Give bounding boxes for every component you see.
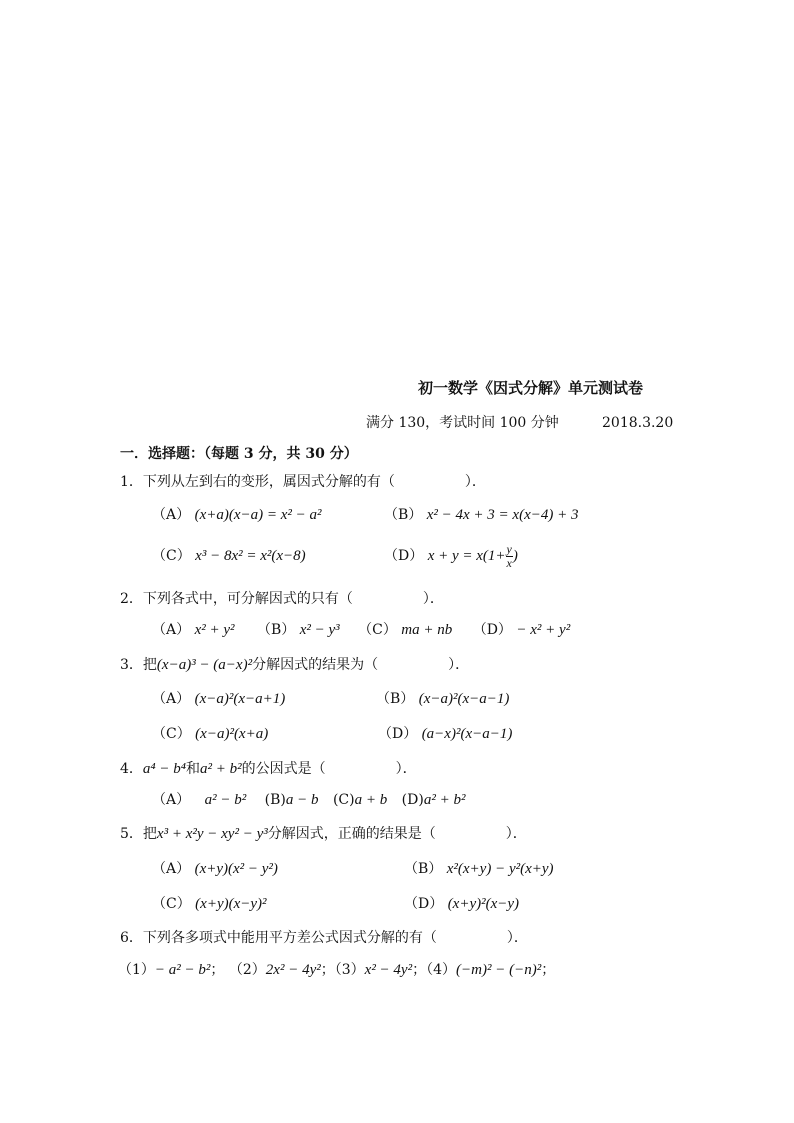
q3-a-label: （A）	[152, 691, 191, 707]
q5-a-label: （A）	[152, 861, 191, 877]
q5-d-label: （D）	[404, 896, 444, 912]
q5-b-label: （B）	[404, 861, 443, 877]
page-title: 初一数学《因式分解》单元测试卷	[418, 379, 644, 397]
q1-option-b	[384, 505, 578, 525]
q4-c-expr: a + b	[354, 792, 388, 808]
q4-b-label: (B)	[264, 792, 286, 808]
q2-d-label: （D）	[472, 622, 512, 638]
q5-a-expr: (x+y)(x² − y²)	[194, 861, 278, 877]
q6-item1-label: （1）	[118, 962, 155, 978]
q4-stem-post: 的公因式是（ ）．	[241, 761, 417, 777]
q2-stem: 2．下列各式中，可分解因式的只有（ ）．	[120, 591, 444, 607]
q3-option-a	[152, 689, 285, 709]
q4-d-expr: a² + b²	[423, 792, 466, 808]
q3-c-expr: (x−a)²(x+a)	[195, 726, 269, 742]
q1-option-c	[152, 546, 306, 566]
q1-a-expr: (x+a)(x−a) = x² − a²	[194, 507, 322, 523]
q5-stem-post: 分解因式，正确的结果是（ ）．	[267, 826, 527, 842]
q1-b-expr: x² − 4x + 3 = x(x−4) + 3	[426, 507, 579, 523]
q1-d-expr-pre: x + y = x(1+	[427, 548, 506, 564]
q6-sep1: ；	[210, 962, 225, 978]
q3-d-expr: (a−x)²(x−a−1)	[421, 726, 513, 742]
q2-a-label: （A）	[152, 622, 191, 638]
q1-c-expr: x³ − 8x² = x²(x−8)	[195, 548, 306, 564]
q3-stem	[120, 655, 469, 675]
q6-item4-label: （4）	[426, 962, 457, 978]
q4-stem	[120, 759, 417, 779]
q5-c-expr: (x+y)(x−y)²	[195, 896, 267, 912]
q2-b-label: （B）	[256, 622, 296, 638]
q1-d-expr-post: )	[512, 548, 518, 564]
section-heading: 一．选择题：（每题 3 分，共 30 分）	[120, 446, 358, 462]
q3-option-c	[152, 724, 268, 744]
q4-stem-expr1: a⁴ − b⁴	[142, 761, 186, 777]
q4-a-expr: a² − b²	[204, 792, 247, 808]
q1-stem: 1．下列从左到右的变形，属因式分解的有（ ）．	[120, 474, 486, 490]
q2-c-expr: ma + nb	[401, 622, 453, 638]
q5-option-b	[404, 859, 554, 879]
q2-c-label: （C）	[358, 622, 397, 638]
q1-d-numerator: y	[506, 541, 512, 556]
q3-stem-pre: 3．把	[120, 657, 157, 673]
q5-stem-expr: x³ + x²y − xy² − y³	[156, 826, 268, 842]
q4-d-label: (D)	[401, 792, 424, 808]
q4-b-expr: a − b	[285, 792, 319, 808]
q6-item3-label: （3）	[334, 962, 365, 978]
q3-b-label: （B）	[376, 691, 415, 707]
q4-options	[152, 790, 465, 810]
q6-item2-expr: 2x² − 4y²	[265, 962, 321, 978]
q4-stem-pre: 4．	[120, 761, 143, 777]
q5-d-expr: (x+y)²(x−y)	[447, 896, 520, 912]
q6-sep3: ；	[412, 962, 427, 978]
q5-option-c	[152, 894, 267, 914]
q1-option-a	[152, 505, 322, 525]
q4-a-label: （A）	[152, 792, 191, 808]
q3-stem-post: 分解因式的结果为（ ）．	[252, 657, 470, 673]
q6-item4-expr: (−m)² − (−n)²	[456, 962, 542, 978]
q5-option-a	[152, 859, 278, 879]
q1-option-d	[384, 539, 518, 573]
q2-options	[152, 620, 570, 640]
q1-a-label: （A）	[152, 507, 191, 523]
q5-c-label: （C）	[152, 896, 191, 912]
q6-items	[118, 960, 555, 980]
q2-b-expr: x² − y³	[299, 622, 340, 638]
q6-sep4: ；	[541, 962, 556, 978]
q5-stem	[120, 824, 527, 844]
q5-b-expr: x²(x+y) − y²(x+y)	[446, 861, 554, 877]
q4-stem-expr2: a² + b²	[199, 761, 242, 777]
q1-c-label: （C）	[152, 548, 191, 564]
q1-d-denominator: x	[506, 555, 512, 570]
q3-option-b	[376, 689, 509, 709]
q3-option-d	[378, 724, 512, 744]
q6-item3-expr: x² − 4y²	[364, 962, 413, 978]
q1-b-label: （B）	[384, 507, 423, 523]
q3-a-expr: (x−a)²(x−a+1)	[194, 691, 286, 707]
q4-c-label: (C)	[332, 792, 355, 808]
q6-stem: 6．下列各多项式中能用平方差公式因式分解的有（ ）．	[120, 930, 528, 946]
q2-d-expr: − x² + y²	[516, 622, 571, 638]
q3-b-expr: (x−a)²(x−a−1)	[418, 691, 510, 707]
q4-stem-mid: 和	[185, 761, 200, 777]
exam-date: 2018.3.20	[602, 415, 674, 431]
q6-item2-label: （2）	[228, 962, 266, 978]
q1-d-fraction	[506, 543, 513, 570]
q5-option-d	[404, 894, 519, 914]
exam-info: 满分 130，考试时间 100 分钟	[366, 415, 559, 431]
q6-sep2: ；	[320, 962, 335, 978]
q3-c-label: （C）	[152, 726, 191, 742]
q3-d-label: （D）	[378, 726, 418, 742]
q6-item1-expr: − a² − b²	[154, 962, 211, 978]
q3-stem-expr: (x−a)³ − (a−x)²	[156, 657, 253, 673]
q1-d-label: （D）	[384, 548, 424, 564]
q5-stem-pre: 5．把	[120, 826, 157, 842]
q2-a-expr: x² + y²	[194, 622, 235, 638]
